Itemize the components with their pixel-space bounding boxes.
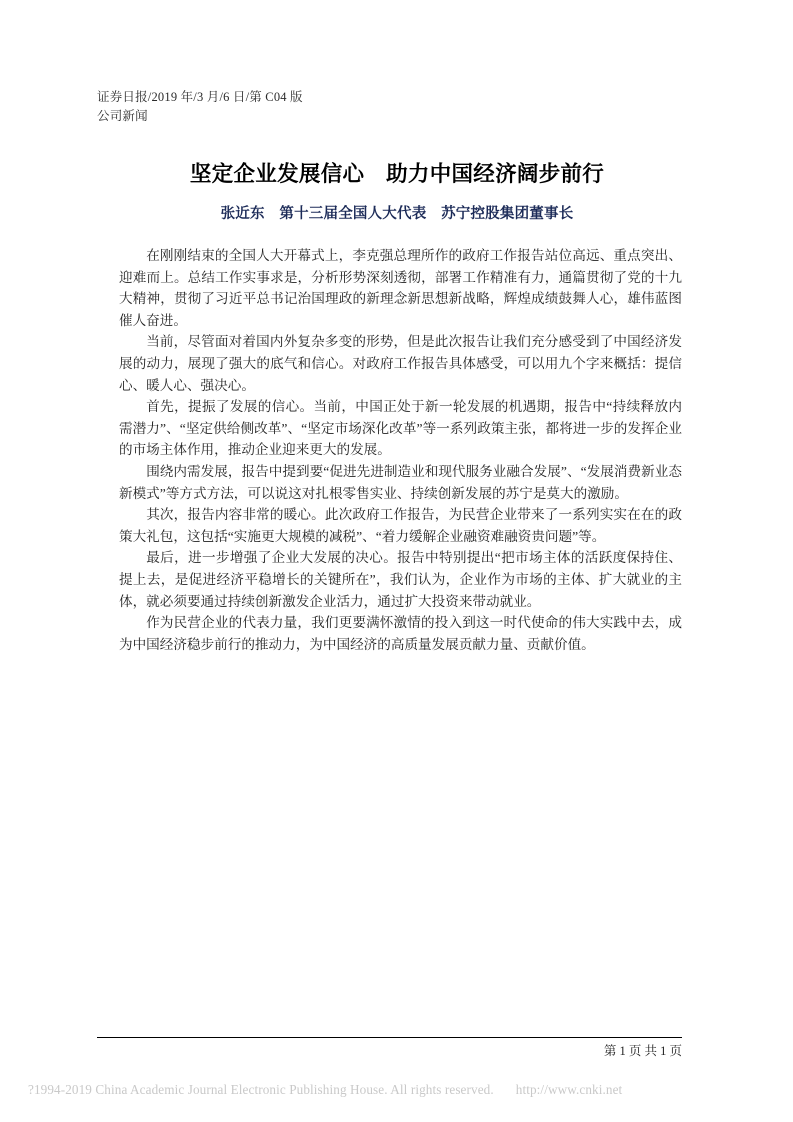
masthead xyxy=(97,88,697,126)
page-number: 第 1 页 共 1 页 xyxy=(603,1044,682,1058)
article-paragraph: 作为民营企业的代表力量，我们更要满怀激情的投入到这一时代使命的伟大实践中去，成为中国经济稳步前行的推动力，为中国经济的高质量发展贡献力量、贡献价值。 xyxy=(119,615,682,652)
copyright-url: http://www.cnki.net xyxy=(515,1082,623,1097)
footer-divider xyxy=(97,1037,682,1038)
article-byline: 张近东 第十三届全国人大代表 苏宁控股集团董事长 xyxy=(220,206,574,222)
article-paragraph: 在刚刚结束的全国人大开幕式上，李克强总理所作的政府工作报告站位高远、重点突出、迎难而上。总结工作实事求是，分析形势深刻透彻，部署工作精准有力，通篇贯彻了党的十九大精神，贯彻了习近平总书记治国理政的新理念新思想新战略，辉煌成绩鼓舞人心，雄伟蓝图催人奋进。 xyxy=(119,248,682,328)
article-paragraph: 最后，进一步增强了企业大发展的决心。报告中特别提出“把市场主体的活跃度保持住、提上去，是促进经济平稳增长的关键所在”，我们认为，企业作为市场的主体、扩大就业的主体，就必须要通过持续创新激发企业活力，通过扩大投资来带动就业。 xyxy=(119,550,682,609)
article-paragraph: 首先，提振了发展的信心。当前，中国正处于新一轮发展的机遇期，报告中“持续释放内需潜力”、“坚定供给侧改革”、“坚定市场深化改革”等一系列政策主张，都将进一步的发挥企业的市场主体作用，推动企业迎来更大的发展。 xyxy=(119,399,682,458)
copyright-text: ?1994-2019 China Academic Journal Electronic Publishing House. All rights reserved. xyxy=(28,1082,494,1097)
article-paragraph: 当前，尽管面对着国内外复杂多变的形势，但是此次报告让我们充分感受到了中国经济发展的动力，展现了强大的底气和信心。对政府工作报告具体感受，可以用九个字来概括：提信心、暖人心、强决心。 xyxy=(119,334,682,393)
publication-section-line: 公司新闻 xyxy=(97,109,148,123)
article-body xyxy=(119,245,682,655)
article-title: 坚定企业发展信心 助力中国经济阔步前行 xyxy=(189,162,605,186)
article-paragraph: 围绕内需发展，报告中提到要“促进先进制造业和现代服务业融合发展”、“发展消费新业态新模式”等方式方法，可以说这对扎根零售实业、持续创新发展的苏宁是莫大的激励。 xyxy=(119,463,682,501)
copyright-watermark xyxy=(28,1081,768,1099)
article-paragraph: 其次，报告内容非常的暖心。此次政府工作报告，为民营企业带来了一系列实实在在的政策大礼包，这包括“实施更大规模的减税”、“着力缓解企业融资难融资贵问题”等。 xyxy=(119,507,682,544)
publication-source-line: 证券日报/2019 年/3 月/6 日/第 C04 版 xyxy=(97,90,303,104)
